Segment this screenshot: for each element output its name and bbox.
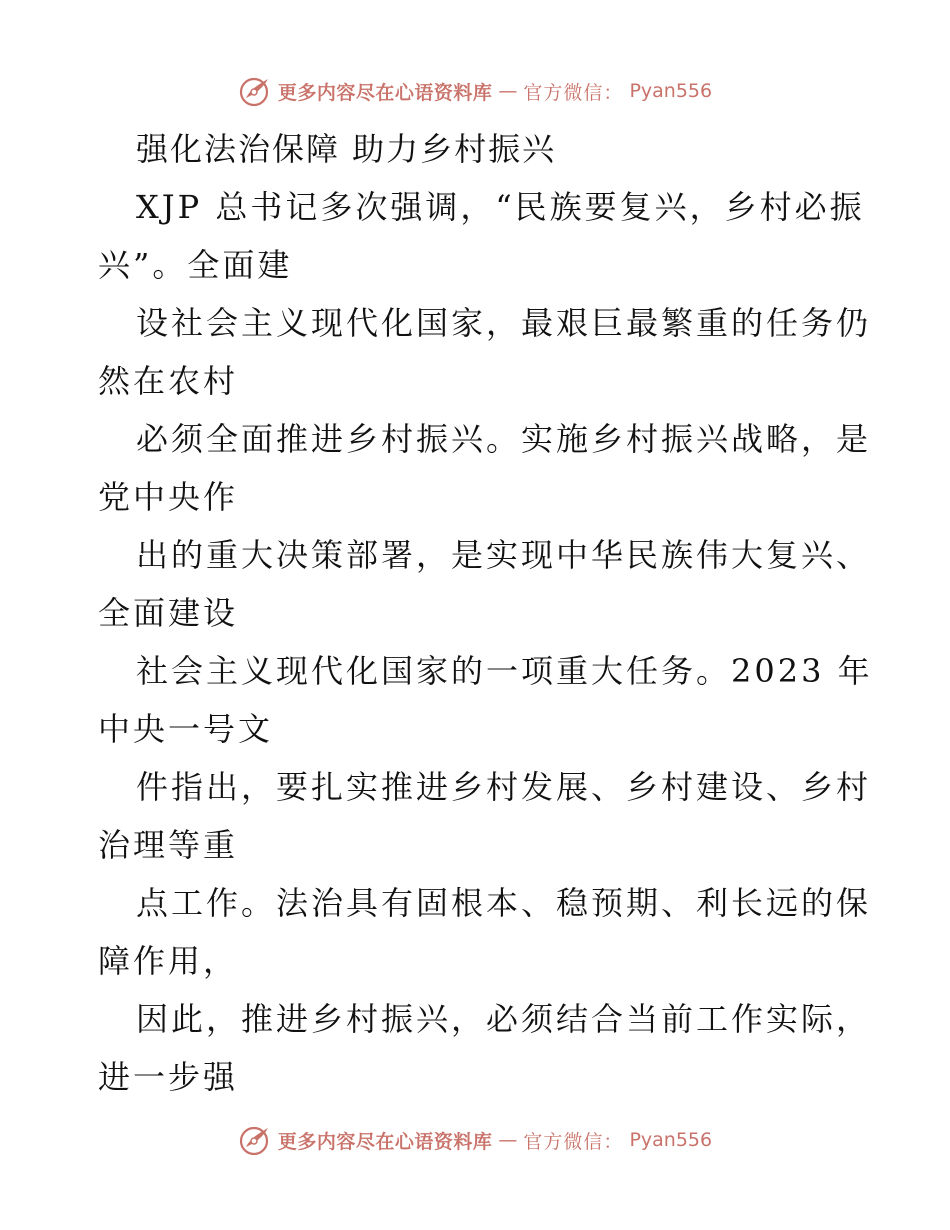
text-line: 社会主义现代化国家的一项重大任务。2023 年 bbox=[136, 652, 873, 690]
text-line: 兴”。全面建 bbox=[98, 246, 293, 284]
text-line: XJP 总书记多次强调，“民族要复兴，乡村必振 bbox=[136, 188, 865, 226]
text-line: 点工作。法治具有固根本、稳预期、利长远的保 bbox=[136, 884, 872, 922]
watermark-wechat-label: 官方微信： bbox=[523, 81, 624, 104]
watermark-wechat-id: Pyan556 bbox=[629, 1129, 713, 1151]
text-line: 因此，推进乡村振兴，必须结合当前工作实际， bbox=[136, 1000, 872, 1038]
text-line: 设社会主义现代化国家，最艰巨最繁重的任务仍 bbox=[136, 304, 872, 342]
text-line: 然在农村 bbox=[98, 362, 239, 400]
text-line: 障作用， bbox=[98, 942, 239, 980]
text-line: 进一步强 bbox=[98, 1058, 239, 1096]
watermark-separator: — bbox=[498, 1129, 518, 1151]
document-body bbox=[98, 120, 873, 1106]
text-line: 必须全面推进乡村振兴。实施乡村振兴战略，是 bbox=[136, 420, 872, 458]
document-title: 强化法治保障 助力乡村振兴 bbox=[136, 130, 557, 168]
footer-watermark bbox=[0, 1120, 950, 1160]
watermark-separator: — bbox=[498, 80, 518, 102]
quill-seal-icon bbox=[238, 74, 272, 108]
text-line: 出的重大决策部署，是实现中华民族伟大复兴、 bbox=[136, 536, 872, 574]
header-watermark bbox=[0, 71, 950, 111]
text-line: 治理等重 bbox=[98, 826, 239, 864]
watermark-main-text: 更多内容尽在心语资料库 bbox=[277, 1130, 493, 1153]
text-line: 全面建设 bbox=[98, 594, 239, 632]
text-line: 件指出，要扎实推进乡村发展、乡村建设、乡村 bbox=[136, 768, 872, 806]
text-line: 党中央作 bbox=[98, 478, 239, 516]
watermark-wechat-id: Pyan556 bbox=[629, 80, 713, 102]
watermark-main-text: 更多内容尽在心语资料库 bbox=[277, 81, 493, 104]
text-line: 中央一号文 bbox=[98, 710, 274, 748]
quill-seal-icon bbox=[238, 1123, 272, 1157]
watermark-wechat-label: 官方微信： bbox=[523, 1130, 624, 1153]
